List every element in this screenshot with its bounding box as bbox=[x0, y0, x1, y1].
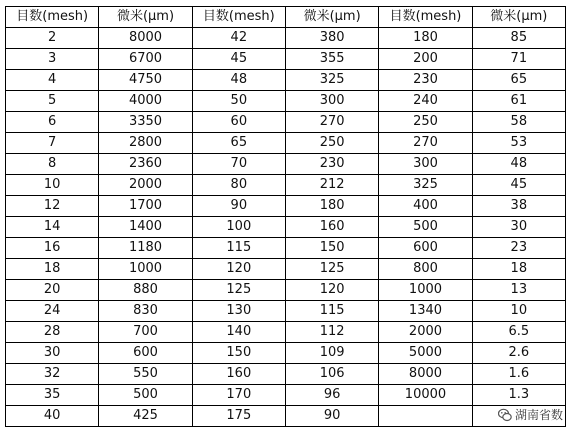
header-mesh-3: 目数(mesh) bbox=[379, 7, 472, 28]
micron-cell: 90 bbox=[285, 406, 378, 427]
mesh-cell: 240 bbox=[379, 91, 472, 112]
mesh-cell: 150 bbox=[192, 343, 285, 364]
table-row bbox=[6, 259, 566, 280]
micron-cell: 880 bbox=[99, 280, 192, 301]
micron-cell: 500 bbox=[99, 385, 192, 406]
table-row bbox=[6, 406, 566, 427]
mesh-cell: 5000 bbox=[379, 343, 472, 364]
micron-cell: 58 bbox=[472, 112, 565, 133]
micron-cell: 18 bbox=[472, 259, 565, 280]
micron-cell: 112 bbox=[285, 322, 378, 343]
micron-cell: 120 bbox=[285, 280, 378, 301]
mesh-cell: 300 bbox=[379, 154, 472, 175]
header-micron-3: 微米(μm) bbox=[472, 7, 565, 28]
table-row bbox=[6, 91, 566, 112]
mesh-cell: 35 bbox=[6, 385, 99, 406]
micron-cell: 4750 bbox=[99, 70, 192, 91]
mesh-cell: 200 bbox=[379, 49, 472, 70]
mesh-cell: 230 bbox=[379, 70, 472, 91]
table-row bbox=[6, 322, 566, 343]
micron-cell: 380 bbox=[285, 28, 378, 49]
table-row bbox=[6, 364, 566, 385]
micron-cell: 2000 bbox=[99, 175, 192, 196]
table-row bbox=[6, 28, 566, 49]
mesh-cell: 24 bbox=[6, 301, 99, 322]
micron-cell: 10 bbox=[472, 301, 565, 322]
micron-cell: 1180 bbox=[99, 238, 192, 259]
micron-cell: 96 bbox=[285, 385, 378, 406]
table-row bbox=[6, 238, 566, 259]
header-mesh-2: 目数(mesh) bbox=[192, 7, 285, 28]
mesh-cell: 90 bbox=[192, 196, 285, 217]
table-row bbox=[6, 175, 566, 196]
mesh-cell: 160 bbox=[192, 364, 285, 385]
mesh-cell: 175 bbox=[192, 406, 285, 427]
micron-cell: 48 bbox=[472, 154, 565, 175]
mesh-cell: 80 bbox=[192, 175, 285, 196]
mesh-cell: 800 bbox=[379, 259, 472, 280]
mesh-cell: 400 bbox=[379, 196, 472, 217]
table-row bbox=[6, 301, 566, 322]
micron-cell: 6700 bbox=[99, 49, 192, 70]
micron-cell: 230 bbox=[285, 154, 378, 175]
mesh-cell: 10 bbox=[6, 175, 99, 196]
micron-cell: 1400 bbox=[99, 217, 192, 238]
micron-cell: 1.6 bbox=[472, 364, 565, 385]
table-row bbox=[6, 49, 566, 70]
mesh-cell: 45 bbox=[192, 49, 285, 70]
mesh-cell: 2000 bbox=[379, 322, 472, 343]
micron-cell: 3350 bbox=[99, 112, 192, 133]
micron-cell: 2800 bbox=[99, 133, 192, 154]
micron-cell: 1.3 bbox=[472, 385, 565, 406]
micron-cell: 85 bbox=[472, 28, 565, 49]
mesh-cell: 600 bbox=[379, 238, 472, 259]
table-row bbox=[6, 154, 566, 175]
mesh-cell: 30 bbox=[6, 343, 99, 364]
micron-cell: 270 bbox=[285, 112, 378, 133]
micron-cell: 53 bbox=[472, 133, 565, 154]
table-row bbox=[6, 196, 566, 217]
mesh-cell: 2 bbox=[6, 28, 99, 49]
micron-cell: 71 bbox=[472, 49, 565, 70]
table-row bbox=[6, 217, 566, 238]
mesh-conversion-table bbox=[5, 6, 566, 427]
table-row bbox=[6, 385, 566, 406]
mesh-cell: 170 bbox=[192, 385, 285, 406]
mesh-cell: 3 bbox=[6, 49, 99, 70]
mesh-cell: 125 bbox=[192, 280, 285, 301]
mesh-cell: 1340 bbox=[379, 301, 472, 322]
mesh-cell: 14 bbox=[6, 217, 99, 238]
micron-cell: 150 bbox=[285, 238, 378, 259]
mesh-cell: 130 bbox=[192, 301, 285, 322]
mesh-cell: 325 bbox=[379, 175, 472, 196]
micron-cell: 30 bbox=[472, 217, 565, 238]
mesh-cell: 8 bbox=[6, 154, 99, 175]
micron-cell: 4000 bbox=[99, 91, 192, 112]
mesh-cell: 5 bbox=[6, 91, 99, 112]
micron-cell: 115 bbox=[285, 301, 378, 322]
micron-cell: 600 bbox=[99, 343, 192, 364]
header-micron-1: 微米(μm) bbox=[99, 7, 192, 28]
mesh-cell: 100 bbox=[192, 217, 285, 238]
micron-cell: 355 bbox=[285, 49, 378, 70]
mesh-cell: 8000 bbox=[379, 364, 472, 385]
mesh-cell: 1000 bbox=[379, 280, 472, 301]
mesh-cell: 12 bbox=[6, 196, 99, 217]
mesh-cell: 20 bbox=[6, 280, 99, 301]
header-micron-2: 微米(μm) bbox=[285, 7, 378, 28]
mesh-cell: 16 bbox=[6, 238, 99, 259]
micron-cell: 700 bbox=[99, 322, 192, 343]
mesh-cell: 7 bbox=[6, 133, 99, 154]
mesh-cell bbox=[379, 406, 472, 427]
micron-cell: 8000 bbox=[99, 28, 192, 49]
micron-cell: 38 bbox=[472, 196, 565, 217]
mesh-cell: 500 bbox=[379, 217, 472, 238]
table-row bbox=[6, 70, 566, 91]
micron-cell: 109 bbox=[285, 343, 378, 364]
micron-cell: 65 bbox=[472, 70, 565, 91]
table-body bbox=[6, 28, 566, 427]
mesh-cell: 10000 bbox=[379, 385, 472, 406]
micron-cell: 6.5 bbox=[472, 322, 565, 343]
mesh-cell: 180 bbox=[379, 28, 472, 49]
mesh-cell: 28 bbox=[6, 322, 99, 343]
micron-cell: 106 bbox=[285, 364, 378, 385]
mesh-cell: 65 bbox=[192, 133, 285, 154]
micron-cell: 2.6 bbox=[472, 343, 565, 364]
micron-cell: 425 bbox=[99, 406, 192, 427]
micron-cell: 61 bbox=[472, 91, 565, 112]
mesh-cell: 40 bbox=[6, 406, 99, 427]
micron-cell: 830 bbox=[99, 301, 192, 322]
micron-cell: 250 bbox=[285, 133, 378, 154]
mesh-cell: 50 bbox=[192, 91, 285, 112]
mesh-cell: 70 bbox=[192, 154, 285, 175]
header-row bbox=[6, 7, 566, 28]
table-row bbox=[6, 112, 566, 133]
watermark-text: 湖南省数 bbox=[514, 408, 563, 422]
header-mesh-1: 目数(mesh) bbox=[6, 7, 99, 28]
micron-cell: 550 bbox=[99, 364, 192, 385]
micron-cell: 160 bbox=[285, 217, 378, 238]
micron-cell: 13 bbox=[472, 280, 565, 301]
micron-cell: 1700 bbox=[99, 196, 192, 217]
micron-cell: 300 bbox=[285, 91, 378, 112]
mesh-cell: 6 bbox=[6, 112, 99, 133]
table-row bbox=[6, 343, 566, 364]
wechat-icon bbox=[498, 408, 512, 422]
micron-cell: 125 bbox=[285, 259, 378, 280]
micron-cell: 2360 bbox=[99, 154, 192, 175]
mesh-cell: 120 bbox=[192, 259, 285, 280]
watermark bbox=[496, 406, 565, 423]
mesh-cell: 18 bbox=[6, 259, 99, 280]
mesh-cell: 60 bbox=[192, 112, 285, 133]
table-row bbox=[6, 133, 566, 154]
mesh-cell: 4 bbox=[6, 70, 99, 91]
micron-cell: 45 bbox=[472, 175, 565, 196]
mesh-cell: 270 bbox=[379, 133, 472, 154]
mesh-cell: 250 bbox=[379, 112, 472, 133]
micron-cell: 1000 bbox=[99, 259, 192, 280]
micron-cell: 23 bbox=[472, 238, 565, 259]
mesh-cell: 42 bbox=[192, 28, 285, 49]
mesh-cell: 32 bbox=[6, 364, 99, 385]
mesh-cell: 48 bbox=[192, 70, 285, 91]
mesh-cell: 115 bbox=[192, 238, 285, 259]
mesh-cell: 140 bbox=[192, 322, 285, 343]
micron-cell: 180 bbox=[285, 196, 378, 217]
micron-cell: 325 bbox=[285, 70, 378, 91]
table-row bbox=[6, 280, 566, 301]
micron-cell: 212 bbox=[285, 175, 378, 196]
